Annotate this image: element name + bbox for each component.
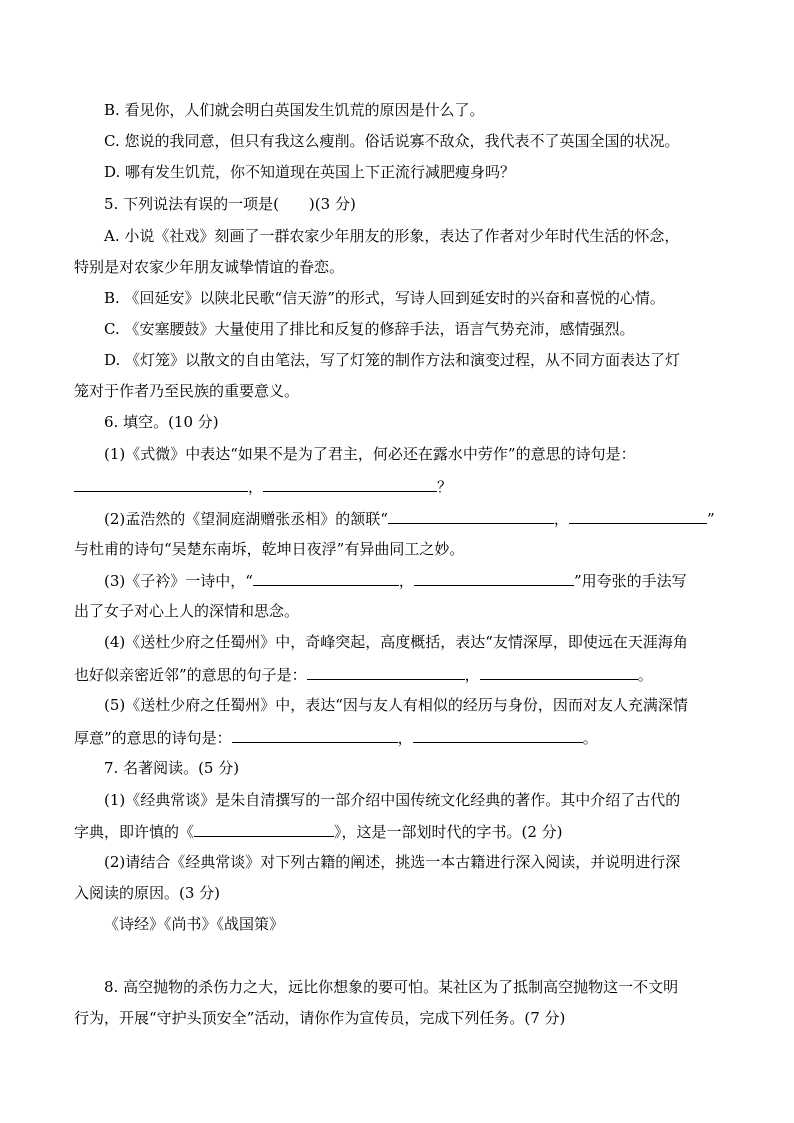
punct: 。 bbox=[582, 729, 598, 747]
punct: ” bbox=[706, 510, 715, 528]
punct: 。 bbox=[637, 666, 653, 684]
q7-book-list: 《诗经》《尚书》《战国策》 bbox=[104, 915, 285, 933]
punct: ， bbox=[248, 478, 264, 496]
text: (2)孟浩然的《望洞庭湖赠张丞相》的颔联“ bbox=[104, 510, 388, 528]
q4-option-d: D. 哪有发生饥荒，你不知道现在英国上下正流行减肥瘦身吗？ bbox=[104, 163, 516, 181]
q6-stem: 6. 填空。(10 分) bbox=[104, 413, 219, 431]
punct: ， bbox=[464, 666, 480, 684]
answer-blank[interactable] bbox=[307, 664, 465, 680]
q7-item1-line2 bbox=[74, 821, 563, 842]
q6-item2-line2: 与杜甫的诗句“吴楚东南坼，乾坤日夜浮”有异曲同工之妙。 bbox=[74, 540, 465, 558]
q6-item2-line1 bbox=[104, 508, 715, 529]
q5-option-c: C. 《安塞腰鼓》大量使用了排比和反复的修辞手法，语言气势充沛，感情强烈。 bbox=[104, 320, 635, 338]
q4-option-b: B. 看见你，人们就会明白英国发生饥荒的原因是什么了。 bbox=[104, 101, 485, 119]
answer-blank[interactable] bbox=[263, 476, 437, 492]
q6-item5-line2 bbox=[74, 727, 598, 748]
answer-blank[interactable] bbox=[232, 727, 398, 743]
answer-blank[interactable] bbox=[569, 508, 707, 524]
punct: ， bbox=[397, 729, 413, 747]
punct: ， bbox=[398, 572, 414, 590]
q5-option-d-line1: D. 《灯笼》以散文的自由笔法，写了灯笼的制作方法和演变过程，从不同方面表达了灯 bbox=[104, 351, 681, 369]
q5-option-b: B. 《回延安》以陕北民歌“信天游”的形式，写诗人回到延安时的兴奋和喜悦的心情。 bbox=[104, 289, 665, 307]
text: (3)《子衿》一诗中，“ bbox=[104, 572, 253, 590]
answer-blank[interactable] bbox=[74, 476, 248, 492]
q6-item4-line1: (4)《送杜少府之任蜀州》中，奇峰突起，高度概括，表达“友情深厚，即使远在天涯海角 bbox=[104, 633, 688, 651]
text: 厚意”的意思的诗句是： bbox=[74, 729, 232, 747]
text: ”用夸张的手法写 bbox=[573, 572, 687, 590]
q5-stem: 5. 下列说法有误的一项是( )(3 分) bbox=[104, 195, 356, 213]
q6-item1-line2 bbox=[74, 476, 452, 497]
q5-option-d-line2: 笼对于作者乃至民族的重要意义。 bbox=[74, 382, 300, 400]
q6-item3-line2: 出了女子对心上人的深情和思念。 bbox=[74, 602, 300, 620]
q7-item1-line1: (1)《经典常谈》是朱自清撰写的一部介绍中国传统文化经典的著作。其中介绍了古代的 bbox=[104, 791, 681, 809]
q6-item1-line1: (1)《式微》中表达“如果不是为了君主，何必还在露水中劳作”的意思的诗句是： bbox=[104, 445, 636, 463]
answer-blank[interactable] bbox=[414, 570, 574, 586]
text: 》，这是一部划时代的字书。(2 分) bbox=[334, 823, 563, 841]
punct: ？ bbox=[437, 478, 453, 496]
answer-blank[interactable] bbox=[388, 508, 554, 524]
q6-item5-line1: (5)《送杜少府之任蜀州》中，表达“因与友人有相似的经历与身份，因而对友人充满深情 bbox=[104, 696, 688, 714]
answer-blank[interactable] bbox=[253, 570, 399, 586]
punct: ， bbox=[553, 510, 569, 528]
answer-blank[interactable] bbox=[413, 727, 583, 743]
q5-option-a-line2: 特别是对农家少年朋友诚挚情谊的眷恋。 bbox=[74, 258, 345, 276]
q8-line2: 行为，开展“守护头顶安全”活动，请你作为宣传员，完成下列任务。(7 分) bbox=[74, 1009, 566, 1027]
q4-option-c: C. 您说的我同意，但只有我这么瘦削。俗话说寡不敌众，我代表不了英国全国的状况。 bbox=[104, 132, 680, 150]
answer-blank[interactable] bbox=[194, 821, 334, 837]
q7-item2-line2: 入阅读的原因。(3 分) bbox=[74, 884, 221, 902]
q7-stem: 7. 名著阅读。(5 分) bbox=[104, 759, 240, 777]
q8-line1: 8. 高空抛物的杀伤力之大，远比你想象的要可怕。某社区为了抵制高空抛物这一不文明 bbox=[104, 978, 679, 996]
q6-item4-line2 bbox=[74, 664, 653, 685]
text: 也好似亲密近邻”的意思的句子是： bbox=[74, 666, 307, 684]
q5-option-a-line1: A. 小说《社戏》刻画了一群农家少年朋友的形象，表达了作者对少年时代生活的怀念， bbox=[104, 227, 680, 245]
text: 字典，即许慎的《 bbox=[74, 823, 195, 841]
answer-blank[interactable] bbox=[480, 664, 638, 680]
q7-item2-line1: (2)请结合《经典常谈》对下列古籍的阐述，挑选一本古籍进行深入阅读，并说明进行深 bbox=[104, 853, 681, 871]
q6-item3-line1 bbox=[104, 570, 687, 591]
